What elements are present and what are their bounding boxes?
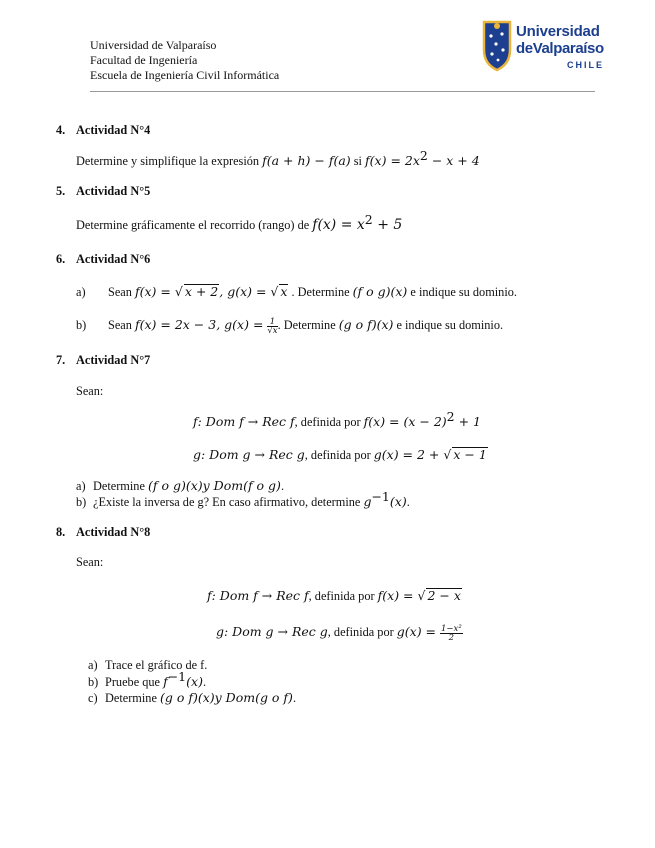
section-title: Actividad N°5	[76, 184, 151, 198]
section-8-intro: Sean:	[76, 555, 104, 569]
statement-text: . Determine	[291, 285, 350, 299]
statement-text: Determine y simplifique la expresión	[76, 154, 260, 168]
punctuation: .	[292, 691, 297, 705]
university-logo	[482, 18, 604, 76]
math-function-tail: (x)	[389, 494, 407, 509]
math-mapping: g: Dom g → Rec g	[193, 447, 305, 462]
section-8-f-definition: f: Dom f → Rec f, definida por f(x) = √ 2 − x	[207, 588, 461, 603]
logo-name-line2: deValparaíso	[516, 40, 604, 57]
math-composition: (g o f)(x)	[338, 317, 394, 332]
math-function: g(x) =	[396, 624, 440, 639]
section-number: 5.	[56, 184, 66, 198]
statement-text: Trace el gráfico de f.	[105, 658, 208, 672]
math-mapping: f: Dom f → Rec f	[193, 414, 295, 429]
statement-text: Determine	[105, 691, 157, 705]
math-exponent: 2	[419, 148, 428, 163]
math-exponent: −1	[371, 489, 390, 504]
header-divider	[90, 91, 595, 92]
math-function: , g(x) =	[216, 317, 268, 332]
statement-text: Pruebe que	[105, 675, 160, 689]
statement-text: Determine gráficamente el recorrido (rango) de	[76, 218, 310, 232]
statement-text: , definida por	[294, 415, 361, 429]
math-function: f(x) =	[377, 588, 418, 603]
statement-text: , definida por	[327, 625, 394, 639]
section-8-heading	[56, 525, 150, 540]
section-8-item-b	[88, 669, 207, 690]
math-function: f(x) = 2x	[365, 153, 420, 168]
math-fraction	[267, 318, 277, 335]
item-label: a)	[88, 658, 98, 672]
statement-text: , definida por	[308, 589, 375, 603]
math-function: g(x) = 2 +	[373, 447, 444, 462]
section-8-item-a	[88, 658, 207, 673]
punctuation: .	[406, 495, 410, 509]
math-exponent: −1	[167, 669, 187, 684]
statement-text: Determine	[93, 479, 145, 493]
section-number: 8.	[56, 525, 66, 539]
math-fraction	[440, 625, 463, 642]
section-title: Actividad N°8	[76, 525, 151, 539]
section-7-f-definition	[193, 409, 481, 430]
math-expression: f(a + h) − f(a)	[262, 153, 351, 168]
statement-text: . Determine	[277, 318, 336, 332]
math-function: f(x) =	[134, 284, 175, 299]
section-6-item-b	[76, 317, 503, 335]
item-label: b)	[76, 318, 87, 332]
statement-text: , definida por	[304, 448, 371, 462]
math-function: f(x) = 2x − 3	[134, 317, 217, 332]
fraction-numerator: 1−x²	[441, 623, 462, 634]
section-6-item-a: a) Sean f(x) = √ x + 2, g(x) = √ x . Determine (f o g)(x) e indique su dominio.	[76, 284, 517, 299]
university-name: Universidad de Valparaíso	[90, 38, 217, 52]
math-function: g	[363, 494, 372, 509]
punctuation: .	[280, 479, 285, 493]
section-7-item-a	[76, 478, 284, 494]
math-function-tail: − x + 4	[427, 153, 480, 168]
math-radicand: x − 1	[453, 447, 487, 462]
statement-text: Sean	[108, 318, 132, 332]
item-label: c)	[88, 691, 98, 705]
math-expression: (g o f)(x)y Dom(g o f)	[159, 690, 293, 705]
math-mapping: f: Dom f → Rec f	[207, 588, 309, 603]
math-function: , g(x) =	[219, 284, 271, 299]
math-mapping: g: Dom g → Rec g	[216, 624, 328, 639]
section-7-item-b	[76, 489, 410, 510]
item-label: b)	[76, 495, 87, 509]
section-number: 7.	[56, 353, 66, 367]
math-expression: (f o g)(x)y Dom(f o g)	[147, 478, 281, 493]
section-title: Actividad N°4	[76, 123, 151, 137]
section-6-heading	[56, 252, 150, 267]
fraction-denominator: 2	[448, 632, 455, 643]
section-4-statement	[76, 148, 480, 169]
math-function: f(x) = x	[312, 217, 365, 233]
math-function-tail: (x)	[186, 674, 203, 689]
item-label: a)	[76, 285, 86, 299]
section-8-item-c	[88, 690, 296, 706]
math-exponent: 2	[364, 212, 373, 227]
math-function: f(x) = (x − 2)	[363, 414, 447, 429]
math-function-tail: + 1	[454, 414, 481, 429]
section-number: 4.	[56, 123, 66, 137]
section-title: Actividad N°7	[76, 353, 151, 367]
math-composition: (f o g)(x)	[352, 284, 408, 299]
logo-country: CHILE	[567, 60, 604, 70]
school-name: Escuela de Ingeniería Civil Informática	[90, 68, 280, 82]
statement-text: Sean	[108, 285, 132, 299]
statement-text: ¿Existe la inversa de g? En caso afirmativo, determine	[93, 495, 361, 509]
section-5-statement	[76, 212, 403, 233]
math-function: f	[163, 674, 168, 689]
fraction-denominator: √x	[267, 325, 278, 336]
section-7-g-definition: g: Dom g → Rec g, definida por g(x) = 2 + √ x − 1	[193, 447, 487, 462]
faculty-name: Facultad de Ingeniería	[90, 53, 198, 67]
fraction-numerator: 1	[267, 318, 277, 327]
statement-text: e indique su dominio.	[410, 285, 517, 299]
logo-name-line1: Universidad	[516, 23, 600, 40]
section-8-g-definition	[216, 624, 463, 642]
section-number: 6.	[56, 252, 66, 266]
section-4-heading	[56, 123, 150, 138]
math-radicand: x	[280, 284, 288, 299]
statement-text: e indique su dominio.	[396, 318, 504, 332]
item-label: a)	[76, 479, 86, 493]
math-radicand: 2 − x	[427, 588, 461, 603]
item-label: b)	[88, 675, 99, 689]
punctuation: .	[202, 675, 207, 689]
section-7-heading	[56, 353, 150, 368]
statement-text: si	[353, 154, 362, 168]
math-exponent: 2	[446, 409, 455, 424]
math-radicand: x + 2	[184, 284, 219, 299]
section-title: Actividad N°6	[76, 252, 151, 266]
shield-icon	[482, 20, 512, 72]
section-5-heading	[56, 184, 150, 199]
section-7-intro: Sean:	[76, 384, 104, 398]
math-function-tail: + 5	[372, 217, 403, 233]
